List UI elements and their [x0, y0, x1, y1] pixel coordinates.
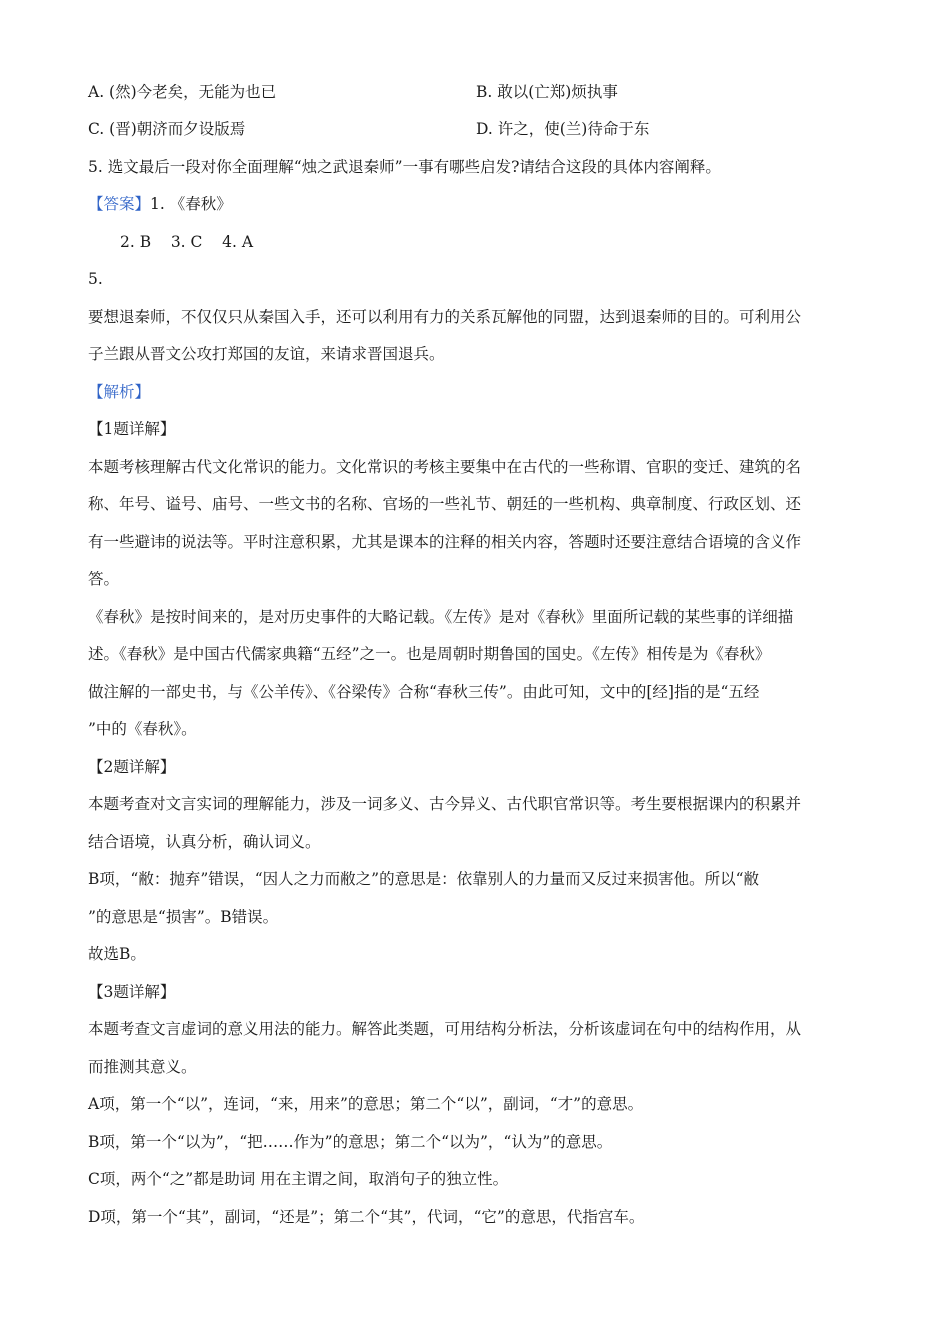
detail-3-line: B项，第一个“以为”，“把……作为”的意思；第二个“以为”，“认为”的意思。	[88, 1133, 613, 1151]
option-d: D. 许之，使(兰)待命于东	[476, 120, 650, 138]
option-a: A. (然)今老矣，无能为也已	[88, 83, 277, 101]
answer-q5-number: 5.	[88, 270, 103, 288]
detail-3-line: A项，第一个“以”，连词，“来，用来”的意思；第二个“以”，副词，“才”的意思。	[88, 1095, 644, 1113]
analysis-label: 【解析】	[88, 383, 151, 401]
detail-1-line: 称、年号、谥号、庙号、一些文书的名称、官场的一些礼节、朝廷的一些机构、典章制度、行政区划、还	[88, 495, 802, 513]
detail-2-title: 【2题详解】	[88, 758, 176, 776]
detail-3-line: C项，两个“之”都是助词 用在主谓之间，取消句子的独立性。	[88, 1170, 509, 1188]
detail-3-title: 【3题详解】	[88, 983, 176, 1001]
detail-2-line: 本题考查对文言实词的理解能力，涉及一词多义、古今异义、古代职官常识等。考生要根据课内的积累并	[88, 795, 802, 813]
detail-1-line: ”中的《春秋》。	[88, 720, 197, 738]
detail-1-line: 做注解的一部史书，与《公羊传》、《谷梁传》合称“春秋三传”。由此可知，文中的[经]指的是“五经	[88, 683, 760, 701]
answer-q5-line: 子兰跟从晋文公攻打郑国的友谊，来请求晋国退兵。	[88, 345, 445, 363]
option-b: B. 敢以(亡郑)烦执事	[476, 83, 618, 101]
detail-1-line: 答。	[88, 570, 120, 588]
answer-q5-line: 要想退秦师，不仅仅只从秦国入手，还可以利用有力的关系瓦解他的同盟，达到退秦师的目的。可利用公	[88, 308, 802, 326]
answer-label: 【答案】	[88, 195, 151, 213]
detail-2-line: B项，“敝：抛弃”错误，“因人之力而敝之”的意思是：依靠别人的力量而又反过来损害他。所以“敝	[88, 870, 760, 888]
detail-2-line: 故选B。	[88, 945, 146, 963]
detail-1-line: 《春秋》是按时间来的，是对历史事件的大略记载。《左传》是对《春秋》里面所记载的某些事的详细描	[88, 608, 794, 626]
detail-1-title: 【1题详解】	[88, 420, 176, 438]
question-5: 5. 选文最后一段对你全面理解“烛之武退秦师”一事有哪些启发?请结合这段的具体内容阐释。	[88, 158, 721, 176]
option-c: C. (晋)朝济而夕设版焉	[88, 120, 246, 138]
detail-3-line: 本题考查文言虚词的意义用法的能力。解答此类题，可用结构分析法，分析该虚词在句中的结构作用，从	[88, 1020, 802, 1038]
answer-line	[88, 194, 232, 214]
answer-q234: 2. B 3. C 4. A	[120, 233, 254, 251]
detail-1-line: 述。《春秋》是中国古代儒家典籍“五经”之一。也是周朝时期鲁国的国史。《左传》相传是为《春秋》	[88, 645, 771, 663]
detail-1-line: 本题考核理解古代文化常识的能力。文化常识的考核主要集中在古代的一些称谓、官职的变迁、建筑的名	[88, 458, 802, 476]
detail-2-line: ”的意思是“损害”。B错误。	[88, 908, 279, 926]
detail-1-line: 有一些避讳的说法等。平时注意积累，尤其是课本的注释的相关内容，答题时还要注意结合语境的含义作	[88, 533, 802, 551]
detail-3-line: 而推测其意义。	[88, 1058, 197, 1076]
answer-q1: 1. 《春秋》	[150, 195, 232, 213]
detail-2-line: 结合语境，认真分析，确认词义。	[88, 833, 321, 851]
detail-3-line: D项，第一个“其”，副词，“还是”；第二个“其”，代词，“它”的意思，代指宫车。	[88, 1208, 645, 1226]
